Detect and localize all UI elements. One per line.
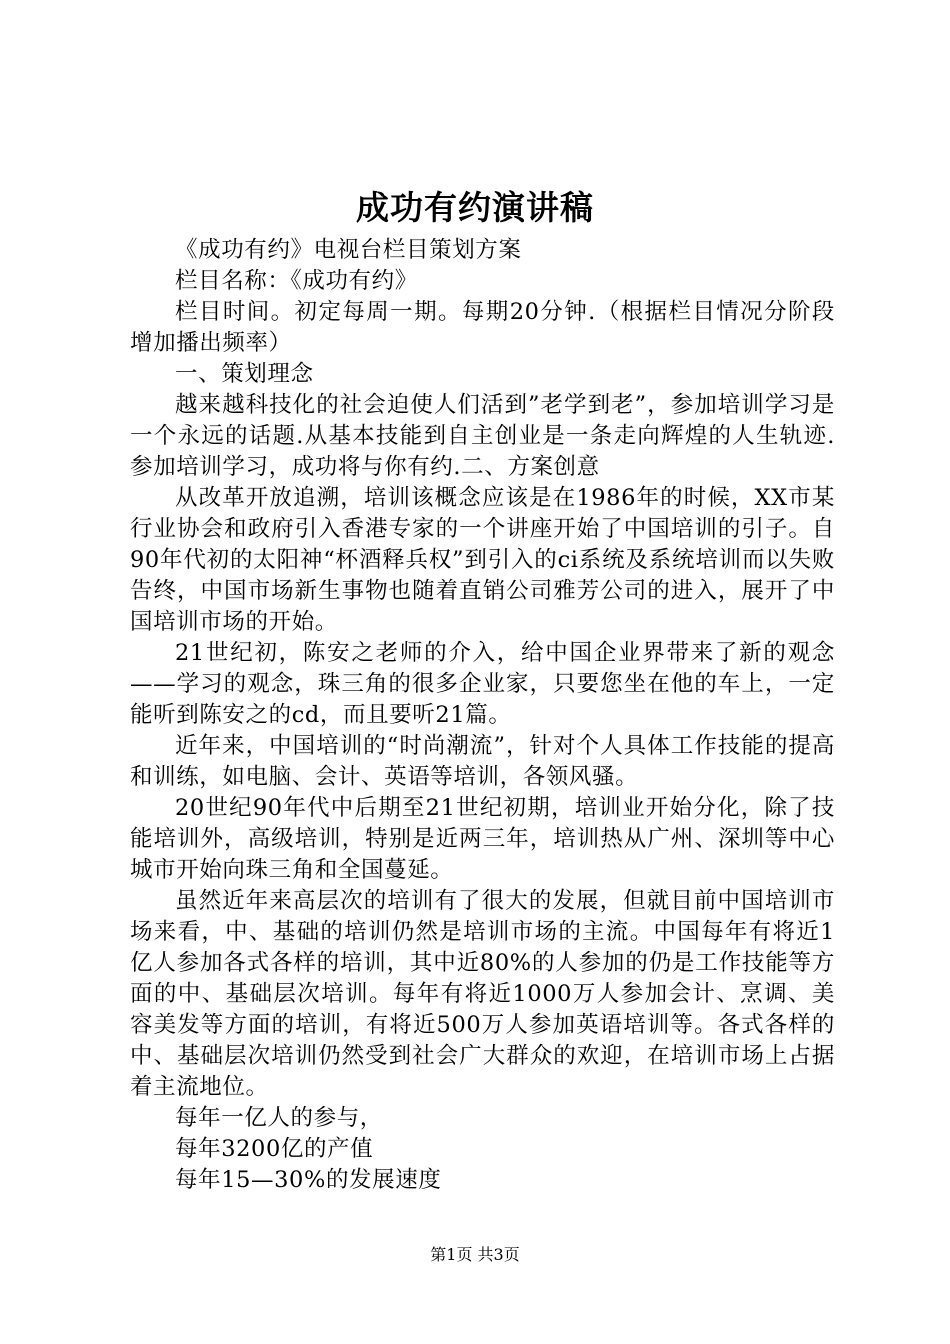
paragraph: 21世纪初，陈安之老师的介入，给中国企业界带来了新的观念——学习的观念，珠三角的很多企业家，只要您坐在他的车上，一定能听到陈安之的cd，而且要听21篇。 bbox=[130, 640, 835, 728]
paragraph: 栏目名称：《成功有约》 bbox=[175, 268, 418, 294]
document-title: 成功有约演讲稿 bbox=[356, 188, 594, 227]
document-body bbox=[130, 235, 835, 1196]
paragraph: 一、策划理念 bbox=[175, 361, 314, 387]
paragraph: 每年一亿人的参与， bbox=[175, 1105, 383, 1131]
page-footer: 第1页 共3页 bbox=[430, 1245, 520, 1264]
paragraph: 每年15—30%的发展速度 bbox=[175, 1167, 442, 1193]
paragraph: 栏目时间。初定每周一期。每期20分钟.（根据栏目情况分阶段增加播出频率） bbox=[130, 299, 835, 356]
paragraph: 虽然近年来高层次的培训有了很大的发展，但就目前中国培训市场来看，中、基础的培训仍然是培训市场的主流。中国每年有将近1亿人参加各式各样的培训，其中近80%的人参加的仍是工作技能等方面的中、基础层次培训。每年有将近1000万人参加会计、烹调、美容美发等方面的培训，有将近500万人参加英语培训等。各式各样的中、基础层次培训仍然受到社会广大群众的欢迎，在培训市场上占据着主流地位。 bbox=[130, 888, 835, 1100]
paragraph: 20世纪90年代中后期至21世纪初期，培训业开始分化，除了技能培训外，高级培训，特别是近两三年，培训热从广州、深圳等中心城市开始向珠三角和全国蔓延。 bbox=[130, 795, 835, 883]
paragraph: 每年3200亿的产值 bbox=[175, 1136, 374, 1162]
paragraph: 从改革开放追溯，培训该概念应该是在1986年的时候，XX市某行业协会和政府引入香港专家的一个讲座开始了中国培训的引子。自90年代初的太阳神“杯酒释兵权”到引入的ci系统及系统培训而以失败告终，中国市场新生事物也随着直销公司雅芳公司的进入，展开了中国培训市场的开始。 bbox=[130, 485, 835, 635]
paragraph: 越来越科技化的社会迫使人们活到”老学到老”，参加培训学习是一个永远的话题.从基本技能到自主创业是一条走向辉煌的人生轨迹.参加培训学习，成功将与你有约.二、方案创意 bbox=[130, 392, 835, 480]
paragraph: 《成功有约》电视台栏目策划方案 bbox=[175, 237, 522, 263]
paragraph: 近年来，中国培训的“时尚潮流”，针对个人具体工作技能的提高和训练，如电脑、会计、英语等培训，各领风骚。 bbox=[130, 733, 835, 790]
